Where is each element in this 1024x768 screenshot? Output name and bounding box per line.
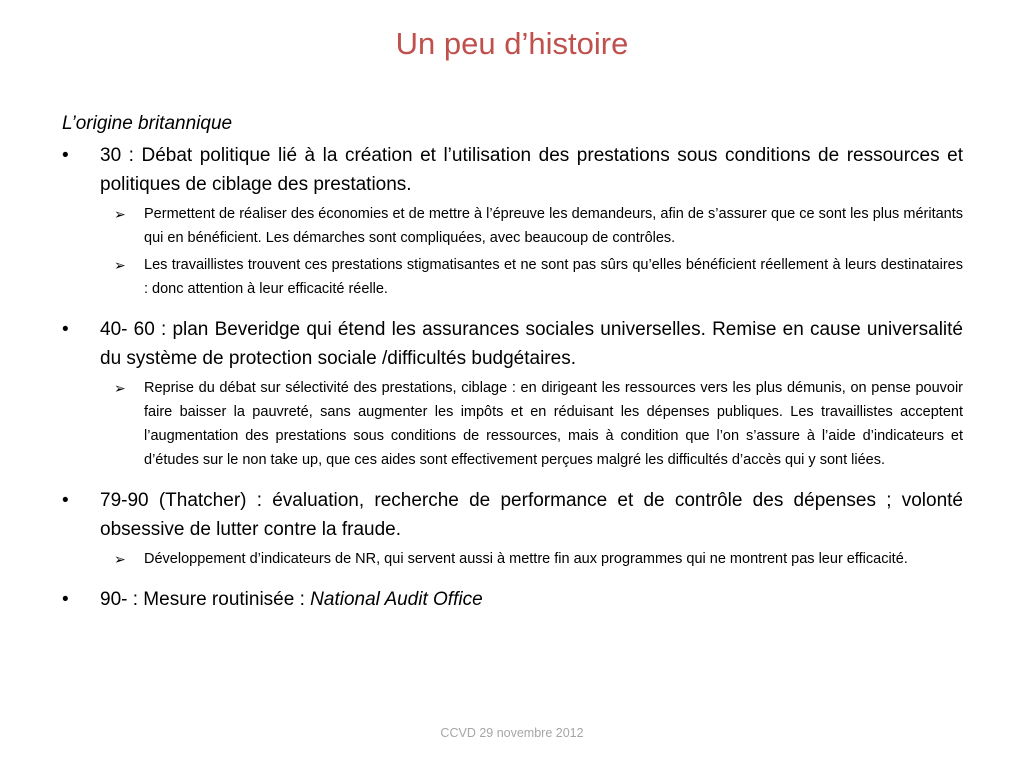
bullet-item (62, 585, 963, 614)
sub-bullet-item (100, 376, 963, 472)
arrow-bullet-icon: ➢ (114, 380, 126, 396)
bullet-icon: • (62, 145, 69, 166)
section-subtitle: L’origine britannique (62, 113, 233, 134)
arrow-bullet-icon: ➢ (114, 551, 126, 567)
slide-title: Un peu d’histoire (395, 26, 629, 61)
arrow-bullet-icon: ➢ (114, 206, 126, 222)
bullet-item (62, 315, 963, 373)
bullet-text: 90- : Mesure routinisée : (100, 589, 311, 610)
bullet-item (62, 141, 963, 199)
sub-bullet-item (100, 202, 963, 250)
sub-bullet-text: Développement d’indicateurs de NR, qui servent aussi à mettre fin aux programmes qui ne montrent pas leur efficacité. (144, 551, 908, 567)
slide-footer: CCVD 29 novembre 2012 (440, 726, 584, 740)
sub-bullet-item (100, 253, 963, 301)
bullet-text: 30 : Débat politique lié à la création et l’utilisation des prestations sous conditions de ressources et politiques de ciblage des prestations. (100, 145, 963, 195)
slide-content (62, 110, 963, 614)
bullet-icon: • (62, 319, 69, 340)
bullet-text: 79-90 (Thatcher) : évaluation, recherche de performance et de contrôle des dépenses ; volonté obsessive de lutter contre la fraude. (100, 490, 963, 540)
bullet-item (62, 486, 963, 544)
sub-bullet-text: Permettent de réaliser des économies et de mettre à l’épreuve les demandeurs, afin de s’assurer que ce sont les plus méritants qui en bénéficient. Les démarches sont compliquées, avec beaucoup de contrôles. (144, 206, 963, 246)
arrow-bullet-icon: ➢ (114, 257, 126, 273)
bullet-icon: • (62, 589, 69, 610)
sub-bullet-item (100, 547, 963, 571)
sub-bullet-text: Les travaillistes trouvent ces prestations stigmatisantes et ne sont pas sûrs qu’elles bénéficient réellement à leurs destinataires : donc attention à leur efficacité réelle. (144, 257, 963, 297)
bullet-text: 40- 60 : plan Beveridge qui étend les assurances sociales universelles. Remise en cause universalité du système de protection sociale /difficultés budgétaires. (100, 319, 963, 369)
bullet-text-italic: National Audit Office (310, 589, 483, 610)
bullet-icon: • (62, 490, 69, 511)
sub-bullet-text: Reprise du débat sur sélectivité des prestations, ciblage : en dirigeant les ressources vers les plus démunis, on pense pouvoir faire baisser la pauvreté, sans augmenter les impôts et en réduisant les dépenses publiques. Les travaillistes acceptent l’augmentation des prestations sous conditions de ressources, mais à condition que l’on s’assure à l’aide d’indicateurs et d’études sur le non take up, que ces aides sont effectivement perçues malgré les difficultés d’accès qui y sont liées. (144, 380, 963, 468)
